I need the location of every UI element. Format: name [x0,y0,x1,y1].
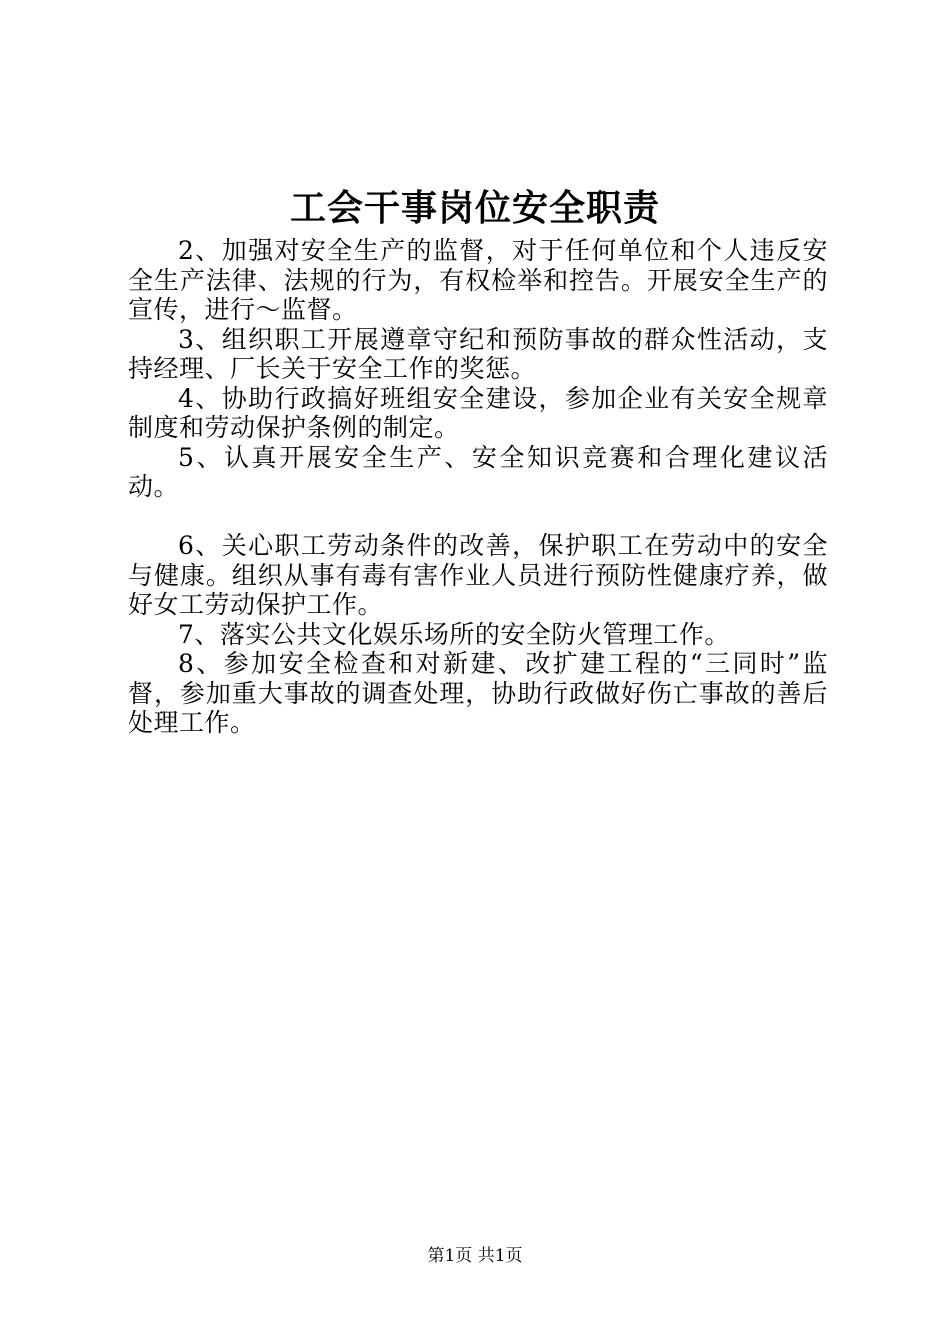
document-title: 工会干事岗位安全职责 [289,187,660,229]
page-number-footer: 第1页 共1页 [427,1246,523,1266]
paragraph-item-5: 5、认真开展安全生产、安全知识竞赛和合理化建议活动。 [128,442,828,501]
paragraph-item-2: 2、加强对安全生产的监督，对于任何单位和个人违反安全生产法律、法规的行为，有权检举和控告。开展安全生产的宣传，进行～监督。 [128,236,828,324]
paragraph-item-6: 6、关心职工劳动条件的改善，保护职工在劳动中的安全与健康。组织从事有毒有害作业人员进行预防性健康疗养，做好女工劳动保护工作。 [128,531,828,619]
paragraph-item-4: 4、协助行政搞好班组安全建设，参加企业有关安全规章制度和劳动保护条例的制定。 [128,383,828,442]
paragraph-item-3: 3、组织职工开展遵章守纪和预防事故的群众性活动，支持经理、厂长关于安全工作的奖惩。 [128,324,828,383]
document-body [128,236,828,738]
paragraph-item-8: 8、参加安全检查和对新建、改扩建工程的“三同时”监督，参加重大事故的调查处理，协助行政做好伤亡事故的善后处理工作。 [128,649,828,737]
paragraph-item-7: 7、落实公共文化娱乐场所的安全防火管理工作。 [178,619,730,649]
